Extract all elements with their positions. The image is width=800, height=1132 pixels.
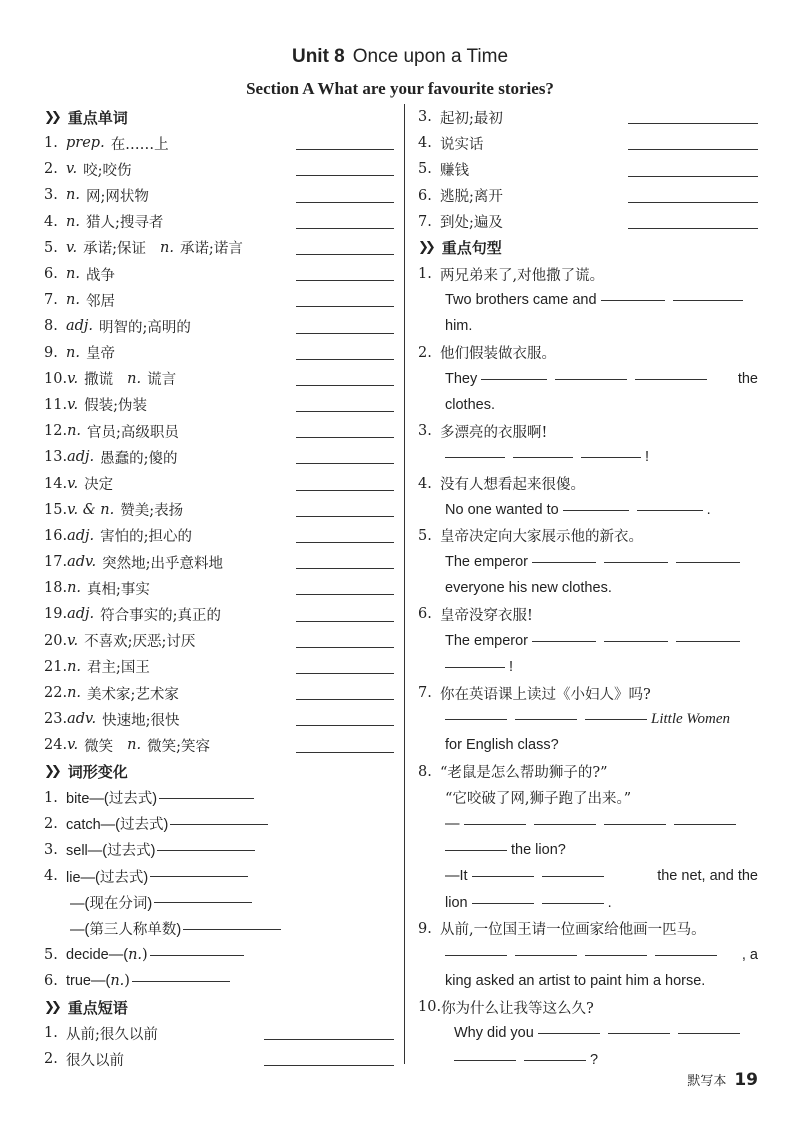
part-of-speech: n. [67, 423, 82, 440]
item-number: 17. [44, 554, 68, 571]
item-number: 3. [44, 187, 58, 204]
answer-line[interactable] [296, 306, 394, 307]
phrase-item [418, 130, 758, 156]
chinese-meaning: 承诺;保证 [83, 241, 146, 258]
answer-blank[interactable] [445, 718, 507, 720]
answer-blank[interactable] [555, 378, 627, 380]
answer-blank[interactable] [676, 640, 740, 642]
section-title: Section A What are your favourite stories? [246, 79, 554, 98]
answer-line[interactable] [628, 123, 758, 124]
answer-line[interactable] [296, 385, 394, 386]
word-form-prompt: decide—( [66, 946, 129, 963]
answer-blank[interactable] [532, 561, 596, 563]
answer-blank[interactable] [515, 954, 577, 956]
answer-line[interactable] [628, 149, 758, 150]
item-number: 1. [44, 1025, 58, 1042]
word-form-prompt: —(现在分词) [70, 895, 153, 912]
answer-line[interactable] [296, 228, 394, 229]
chinese-meaning: 明智的;高明的 [99, 319, 191, 336]
paren-close: ) [124, 972, 130, 989]
sentence-2-en: They the [445, 370, 758, 387]
item-number: 6. [44, 972, 58, 989]
chinese-meaning: 突然地;出乎意料地 [102, 555, 223, 572]
answer-blank[interactable] [513, 456, 573, 458]
chinese-meaning: 愚蠢的;傻的 [100, 450, 178, 467]
answer-line[interactable] [296, 149, 394, 150]
answer-blank[interactable] [183, 928, 281, 930]
item-number: 3. [418, 109, 432, 126]
phrase-item [418, 209, 758, 235]
chinese-phrase: 说实话 [440, 136, 484, 153]
part-of-speech: n. [66, 213, 80, 230]
answer-blank[interactable] [150, 875, 248, 877]
double-chevron-icon: ❯❯ [44, 999, 58, 1015]
word-form-item [44, 785, 394, 811]
answer-blank[interactable] [581, 456, 641, 458]
sentence-7-en: Little Women [418, 706, 758, 732]
chinese-meaning: 微笑 [84, 738, 114, 755]
item-number: 2. [44, 161, 58, 178]
answer-blank[interactable] [534, 823, 596, 825]
item-number: 5. [418, 161, 432, 178]
answer-line[interactable] [628, 228, 758, 229]
sentence-4-cn: 4. 没有人想看起来很傻。 [418, 475, 585, 494]
item-number: 19. [44, 606, 68, 623]
answer-line[interactable] [296, 568, 394, 569]
vocab-item [44, 706, 394, 732]
phrase-item [418, 183, 758, 209]
answer-blank[interactable] [604, 640, 668, 642]
answer-blank[interactable] [445, 849, 507, 851]
answer-blank[interactable] [604, 561, 668, 563]
sentence-8-en: — [418, 811, 758, 837]
vocab-item [44, 287, 394, 313]
chinese-meaning: 猎人;搜寻者 [85, 215, 164, 232]
answer-line[interactable] [296, 516, 394, 517]
item-number: 23. [44, 711, 68, 728]
item-number: 4. [44, 213, 58, 230]
section-header-vocab: ❯❯ 重点单词 [44, 108, 128, 127]
item-number: 22. [44, 685, 68, 702]
part-of-speech: v. [67, 370, 79, 387]
answer-blank[interactable] [608, 1032, 670, 1034]
sentence-8-cn-2: “它咬破了网,狮子跑了出来。” [445, 791, 632, 808]
vocab-item [44, 680, 394, 706]
sentence-8-cn: 8. “老鼠是怎么帮助狮子的?” [418, 763, 608, 782]
answer-line[interactable] [296, 463, 394, 464]
chinese-phrase: 从前;很久以前 [66, 1026, 158, 1043]
word-form-item [44, 915, 394, 941]
part-of-speech: n. [67, 580, 82, 597]
vocab-item [44, 209, 394, 235]
chinese-meaning: 赞美;表扬 [120, 503, 184, 520]
item-number: 24. [44, 737, 68, 754]
answer-blank[interactable] [524, 1059, 586, 1061]
section-header-sentences: ❯❯ 重点句型 [418, 239, 502, 258]
vocab-item [44, 313, 394, 339]
answer-blank[interactable] [170, 823, 268, 825]
word-form-item [44, 942, 394, 968]
chinese-meaning: 君主;国王 [87, 660, 150, 677]
page-footer: 默写本 19 [687, 1070, 758, 1090]
answer-line[interactable] [296, 280, 394, 281]
answer-blank[interactable] [150, 954, 244, 956]
part-of-speech: v. [66, 161, 78, 178]
vocab-item [44, 130, 394, 156]
vocab-list [44, 130, 394, 759]
word-form-prompt: sell—(过去式) [66, 843, 156, 860]
chinese-meaning: 邻居 [85, 293, 115, 310]
sentence-10-en-2: ? [418, 1047, 758, 1073]
answer-blank[interactable] [563, 509, 629, 511]
part-of-speech: n. [66, 344, 80, 361]
vocab-item [44, 182, 394, 208]
answer-line[interactable] [296, 175, 394, 176]
chinese-meaning: 害怕的;担心的 [100, 529, 192, 546]
part-of-speech: v. [67, 475, 79, 492]
vocab-item [44, 601, 394, 627]
double-chevron-icon: ❯❯ [44, 109, 58, 125]
chinese-meaning: 假装;伪装 [84, 398, 148, 415]
item-number: 5. [44, 946, 58, 963]
sentence-3-cn: 3. 多漂亮的衣服啊! [418, 423, 548, 441]
part-of-speech: adj. [67, 527, 95, 544]
word-form-prompt: —(第三人称单数) [70, 922, 182, 939]
part-of-speech: n. [159, 239, 174, 256]
phrases-list [44, 1020, 394, 1072]
part-of-speech: v. [67, 632, 79, 649]
vocab-item [44, 156, 394, 182]
answer-blank[interactable] [585, 954, 647, 956]
sentence-10-en: Why did you [418, 1020, 758, 1046]
word-form-prompt: lie—(过去式) [66, 869, 149, 886]
sentence-1-en-cont: him. [445, 318, 473, 335]
vocab-item [44, 549, 394, 575]
answer-line[interactable] [296, 699, 394, 700]
chinese-meaning: 微笑;笑容 [147, 738, 210, 755]
answer-blank[interactable] [635, 378, 707, 380]
answer-line[interactable] [296, 594, 394, 595]
answer-blank[interactable] [676, 561, 740, 563]
part-of-speech: prep. [66, 135, 105, 152]
sentence-9-en-2: king asked an artist to paint him a horse. [445, 973, 706, 990]
part-of-speech: adv. [67, 711, 97, 728]
item-number: 18. [44, 580, 68, 597]
answer-line[interactable] [628, 176, 758, 177]
answer-line[interactable] [296, 725, 394, 726]
item-number: 7. [418, 213, 432, 230]
item-number: 21. [44, 658, 68, 675]
part-of-speech: adj. [67, 449, 95, 466]
word-form-item [44, 863, 394, 889]
vocab-item [44, 392, 394, 418]
answer-blank[interactable] [532, 640, 596, 642]
part-of-speech: n. [67, 685, 82, 702]
double-chevron-icon: ❯❯ [44, 764, 58, 779]
answer-line[interactable] [296, 542, 394, 543]
item-number: 11. [44, 396, 68, 413]
sentence-4-en: No one wanted to . [445, 501, 711, 518]
vocab-item [44, 654, 394, 680]
part-of-speech: n. [127, 370, 142, 387]
word-form-item [44, 889, 394, 915]
sentence-7-en-cont: for English class? [445, 737, 559, 754]
word-form-prompt: true—( [66, 972, 111, 989]
sentence-9-en: , a [418, 942, 758, 968]
part-of-speech: adj. [67, 606, 95, 623]
part-of-speech: v. [67, 396, 79, 413]
part-of-speech: n. [128, 946, 143, 963]
answer-blank[interactable] [159, 797, 254, 799]
item-number: 10. [44, 370, 68, 387]
sentence-8-en-3: —It the net, and the [445, 868, 758, 885]
chinese-meaning: 符合事实的;真正的 [100, 607, 221, 624]
item-number: 4. [44, 868, 58, 885]
answer-blank[interactable] [678, 1032, 740, 1034]
answer-blank[interactable] [585, 718, 647, 720]
chinese-phrase: 逃脱;离开 [440, 189, 503, 206]
vocab-item [44, 523, 394, 549]
part-of-speech: v. [66, 239, 78, 256]
part-of-speech: n. [66, 187, 80, 204]
vocab-item [44, 628, 394, 654]
answer-line[interactable] [296, 673, 394, 674]
sentence-6-en: The emperor [418, 628, 758, 654]
item-number: 6. [44, 266, 58, 283]
chinese-phrase: 到处;遍及 [440, 215, 503, 232]
sentence-2-en-cont: clothes. [445, 396, 495, 413]
item-number: 1. [44, 135, 58, 152]
chinese-meaning: 咬;咬伤 [83, 162, 132, 179]
answer-line[interactable] [296, 359, 394, 360]
sentence-10-cn: 10. 你为什么让我等这么久? [418, 999, 594, 1017]
vocab-item [44, 418, 394, 444]
phrase-item [418, 156, 758, 182]
vocab-item [44, 340, 394, 366]
paren-close: ) [142, 946, 148, 963]
item-number: 9. [44, 344, 58, 361]
column-divider [404, 104, 405, 1064]
answer-line[interactable] [296, 411, 394, 412]
word-form-item [44, 811, 394, 837]
page-number: 19 [734, 1070, 758, 1090]
part-of-speech: n. [66, 292, 80, 309]
item-number: 3. [44, 841, 58, 858]
part-of-speech: n. [66, 266, 80, 283]
item-number: 4. [418, 135, 432, 152]
chinese-phrase: 很久以前 [66, 1052, 124, 1069]
vocab-item [44, 366, 394, 392]
chinese-meaning: 官员;高级职员 [87, 424, 179, 441]
answer-blank[interactable] [601, 299, 665, 301]
sentence-1-cn: 1. 两兄弟来了,对他撒了谎。 [418, 266, 605, 284]
sentence-5-en: The emperor [418, 549, 758, 575]
item-number: 12. [44, 423, 68, 440]
answer-blank[interactable] [157, 849, 255, 851]
answer-blank[interactable] [445, 666, 505, 668]
sentence-8-en-4: lion . [445, 894, 612, 911]
answer-line[interactable] [296, 621, 394, 622]
answer-blank[interactable] [472, 902, 534, 904]
answer-blank[interactable] [674, 823, 736, 825]
answer-blank[interactable] [637, 509, 703, 511]
item-number: 1. [44, 789, 58, 806]
chinese-phrase: 赚钱 [440, 162, 469, 179]
answer-line[interactable] [296, 647, 394, 648]
part-of-speech: n. [127, 737, 142, 754]
answer-blank[interactable] [655, 954, 717, 956]
answer-blank[interactable] [673, 299, 743, 301]
unit-title: Unit 8 Once upon a Time [291, 46, 509, 67]
answer-blank[interactable] [481, 378, 547, 380]
answer-line[interactable] [264, 1065, 394, 1066]
answer-blank[interactable] [154, 901, 252, 903]
answer-blank[interactable] [132, 980, 230, 982]
chinese-meaning: 网;网状物 [85, 188, 149, 205]
answer-line[interactable] [296, 490, 394, 491]
phrase-item [418, 104, 758, 130]
vocab-item [44, 575, 394, 601]
sentence-1-en: Two brothers came and [418, 287, 758, 313]
part-of-speech: n. [67, 658, 82, 675]
chinese-meaning: 谎言 [147, 372, 177, 389]
chinese-meaning: 不喜欢;厌恶;讨厌 [84, 634, 196, 651]
word-form-item [44, 837, 394, 863]
answer-blank[interactable] [445, 456, 505, 458]
vocab-item [44, 261, 394, 287]
item-number: 5. [44, 239, 58, 256]
section-header-phrases: ❯❯ 重点短语 [44, 998, 128, 1017]
item-number: 16. [44, 527, 68, 544]
answer-blank[interactable] [538, 1032, 600, 1034]
item-number: 15. [44, 501, 68, 518]
item-number: 13. [44, 449, 68, 466]
part-of-speech: n. [110, 972, 125, 989]
item-number: 20. [44, 632, 68, 649]
chinese-meaning: 撒谎 [84, 372, 114, 389]
chinese-meaning: 在……上 [110, 136, 169, 153]
section-header-forms: ❯❯ 词形变化 [44, 763, 128, 781]
sentence-8-en-2: the lion? [418, 837, 758, 863]
part-of-speech: adj. [66, 318, 94, 335]
word-form-prompt: bite—(过去式) [66, 791, 158, 808]
phrase-item [44, 1020, 394, 1046]
answer-line[interactable] [296, 254, 394, 255]
vocab-item [44, 470, 394, 496]
item-number: 14. [44, 475, 68, 492]
part-of-speech: v. & n. [67, 501, 115, 518]
answer-blank[interactable] [515, 718, 577, 720]
answer-blank[interactable] [542, 902, 604, 904]
word-form-item [44, 968, 394, 994]
sentence-6-cn: 6. 皇帝没穿衣服! [418, 606, 533, 624]
sentence-7-cn: 7. 你在英语课上读过《小妇人》吗? [418, 685, 651, 703]
part-of-speech: adv. [67, 554, 97, 571]
answer-line[interactable] [264, 1039, 394, 1040]
answer-blank[interactable] [604, 823, 666, 825]
item-number: 2. [44, 815, 58, 832]
answer-line[interactable] [296, 437, 394, 438]
forms-list [44, 785, 394, 995]
answer-blank[interactable] [472, 875, 534, 877]
phrases-list-cont [418, 104, 758, 235]
vocab-item [44, 235, 394, 261]
answer-blank[interactable] [542, 875, 604, 877]
answer-line[interactable] [296, 752, 394, 753]
chinese-meaning: 真相;事实 [87, 581, 150, 598]
sentence-2-cn: 2. 他们假装做衣服。 [418, 344, 556, 363]
answer-line[interactable] [296, 333, 394, 334]
answer-blank[interactable] [464, 823, 526, 825]
chinese-phrase: 起初;最初 [440, 110, 503, 127]
answer-blank[interactable] [445, 954, 507, 956]
answer-line[interactable] [628, 202, 758, 203]
chinese-meaning: 美术家;艺术家 [87, 686, 179, 703]
word-form-prompt: catch—(过去式) [66, 817, 169, 834]
vocab-item [44, 497, 394, 523]
double-chevron-icon: ❯❯ [418, 240, 432, 256]
answer-blank[interactable] [454, 1059, 516, 1061]
chinese-meaning: 快速地;很快 [102, 712, 180, 729]
item-number: 8. [44, 318, 58, 335]
sentence-3-en: ! [418, 444, 758, 470]
sentence-5-cn: 5. 皇帝决定向大家展示他的新衣。 [418, 527, 643, 546]
chinese-meaning: 皇帝 [85, 346, 115, 363]
chinese-meaning: 决定 [84, 477, 114, 494]
part-of-speech: v. [67, 737, 79, 754]
sentence-9-cn: 9. 从前,一位国王请一位画家给他画一匹马。 [418, 920, 706, 939]
chinese-meaning: 承诺;诺言 [179, 241, 243, 258]
right-column [418, 104, 758, 1073]
left-column [44, 104, 394, 1072]
item-number: 7. [44, 292, 58, 309]
vocab-item [44, 732, 394, 758]
item-number: 6. [418, 187, 432, 204]
vocab-item [44, 444, 394, 470]
chinese-meaning: 战争 [85, 267, 115, 284]
sentence-6-en-cont: ! [418, 654, 758, 680]
sentence-5-en-cont: everyone his new clothes. [445, 580, 612, 597]
phrase-item [44, 1046, 394, 1072]
answer-line[interactable] [296, 202, 394, 203]
item-number: 2. [44, 1051, 58, 1068]
